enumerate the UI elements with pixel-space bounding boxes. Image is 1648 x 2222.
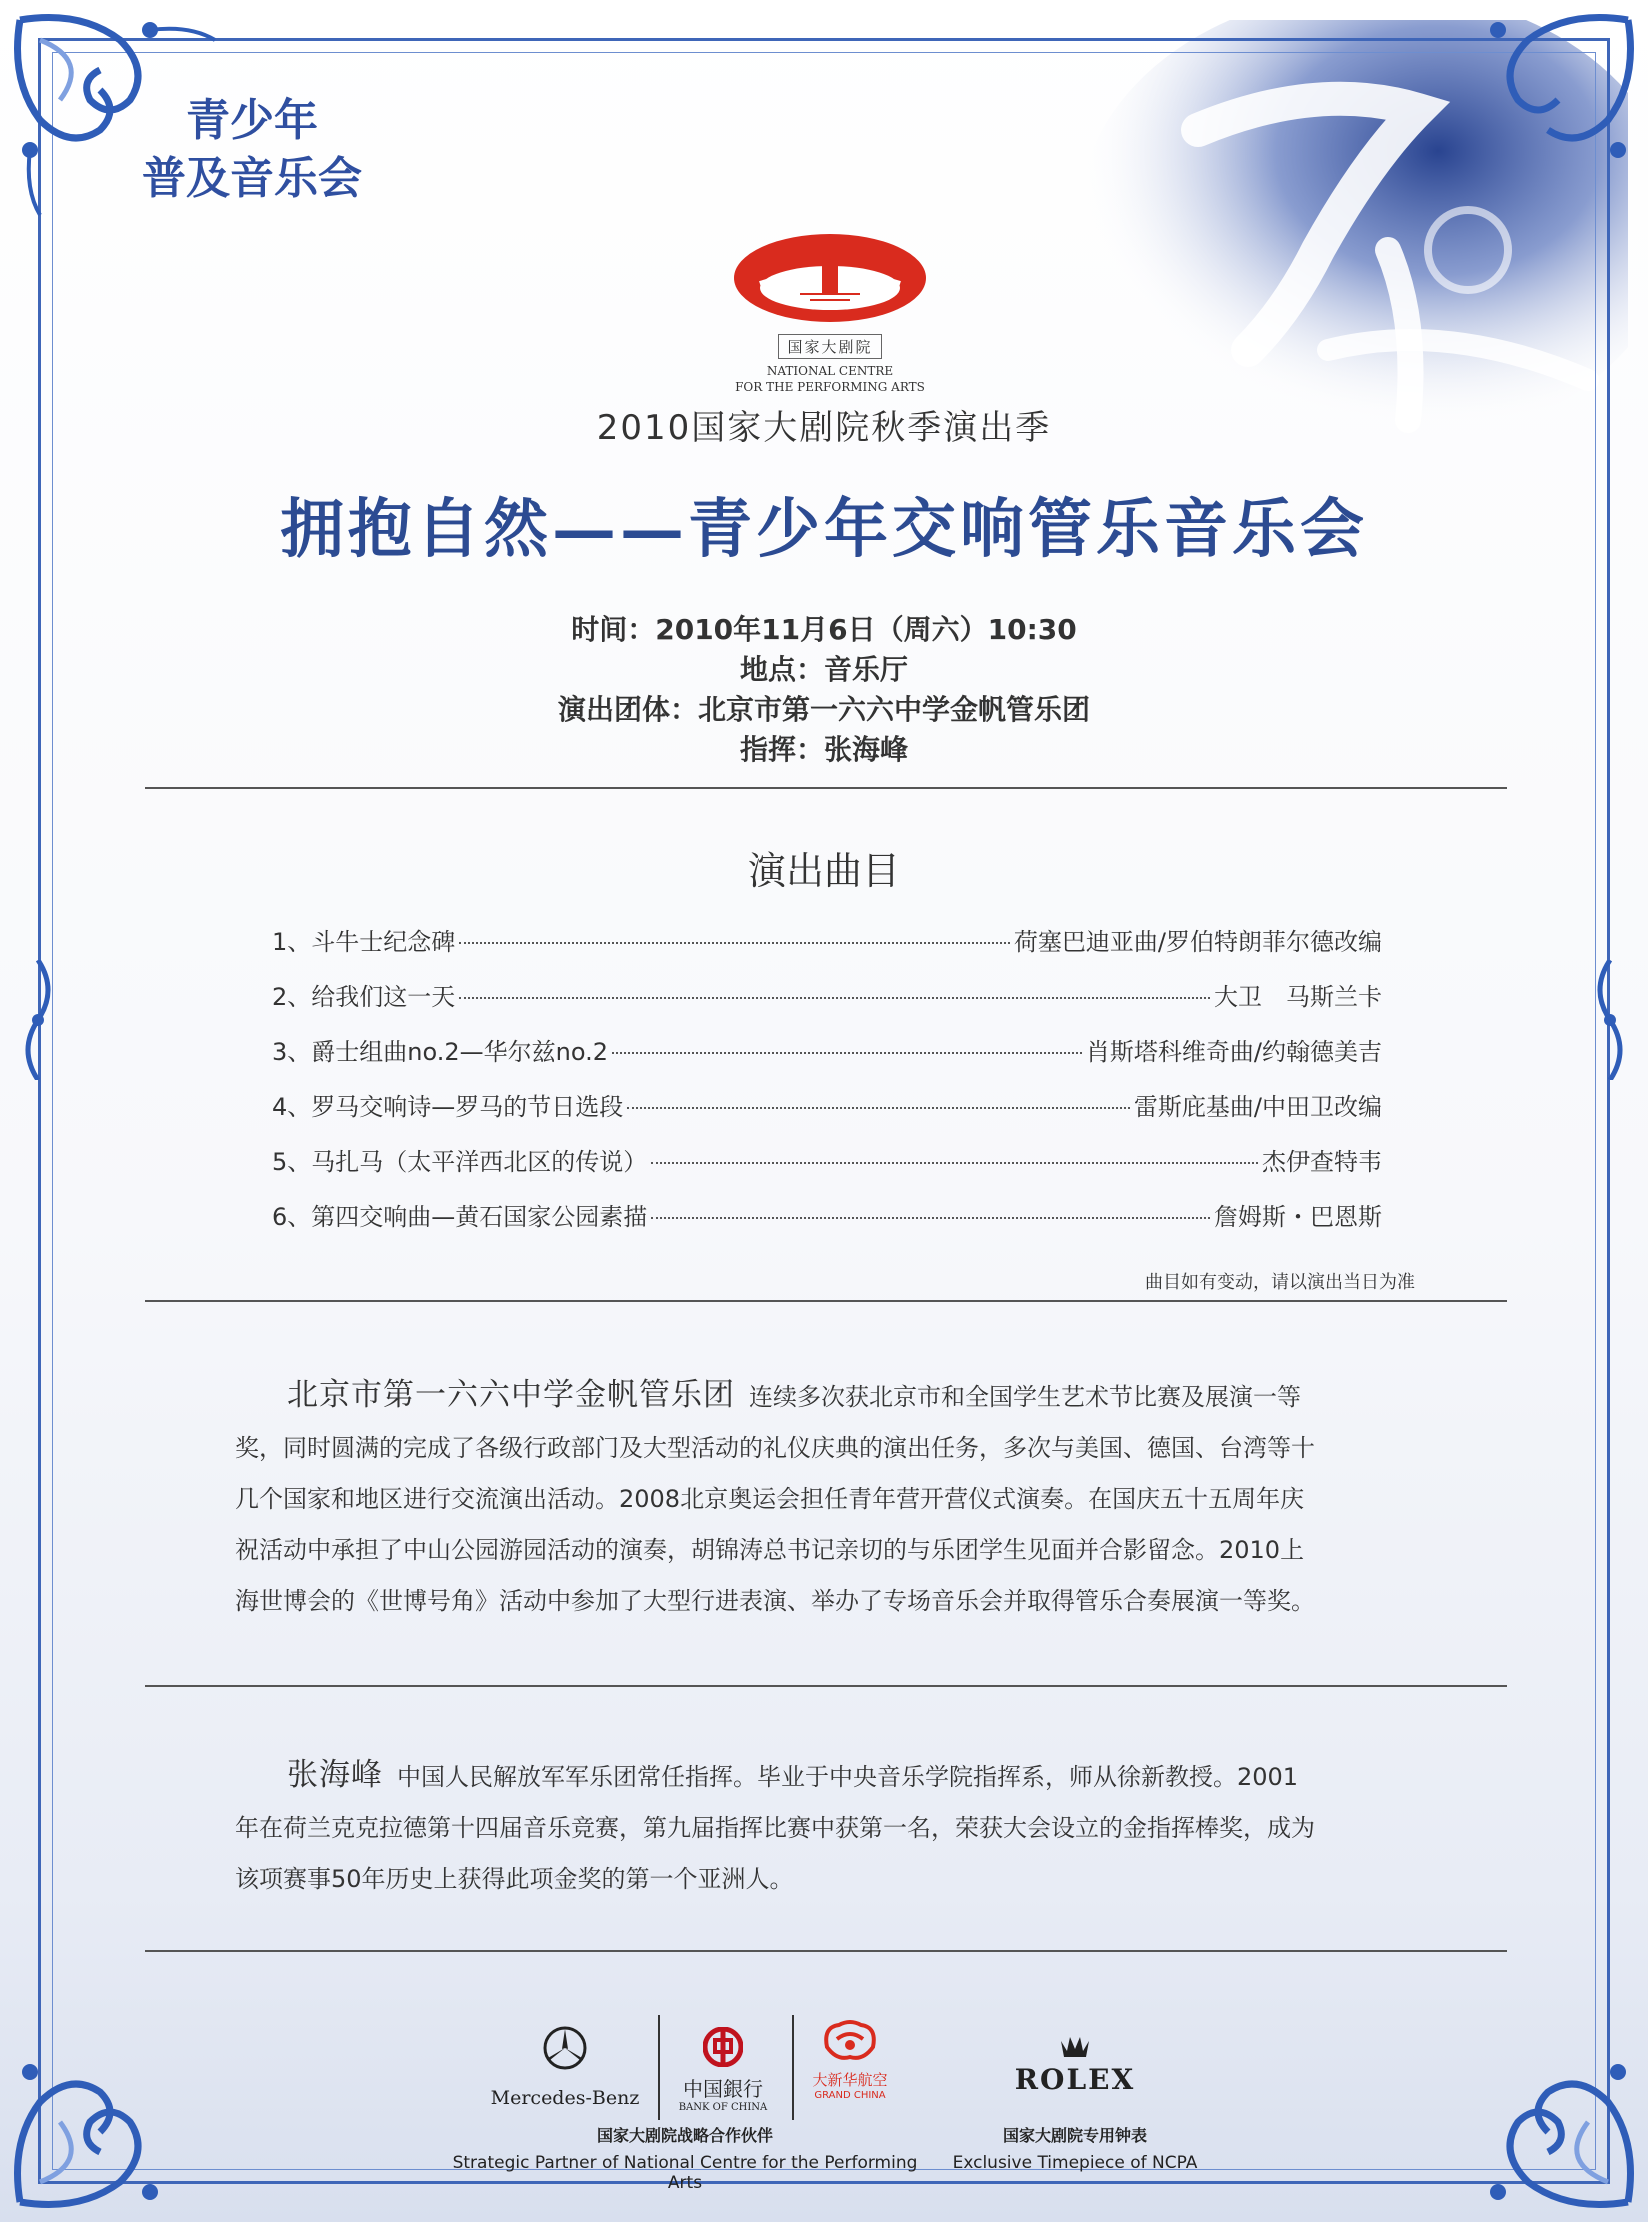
info-group: 演出团体：北京市第一六六中学金帆管乐团 (557, 693, 1090, 726)
conductor-bio-line: 年在荷兰克克拉德第十四届音乐竞赛，第九届指挥比赛中获第一名，荣获大会设立的金指挥棒奖，成为 (235, 1814, 1315, 1842)
badge-line-1: 青少年 (186, 95, 318, 146)
timepiece-caption-en: Exclusive Timepiece of NCPA (952, 2153, 1198, 2173)
mercedes-name: Mercedes-Benz (490, 2087, 640, 2109)
conductor-bio-line (235, 1750, 1415, 1803)
conductor-bio-line: 该项赛事50年历史上获得此项金奖的第一个亚洲人。 (235, 1865, 794, 1893)
grand-china-name-en: GRAND CHINA (814, 2090, 886, 2101)
program-item (272, 1087, 1382, 1127)
program-item-credit: 大卫 马斯兰卡 (1214, 983, 1382, 1011)
conductor-bio (235, 1750, 1415, 1905)
conductor-name: 张海峰 (287, 1757, 383, 1793)
rolex-sponsor (1000, 2033, 1150, 2096)
leader-dots (612, 1052, 1082, 1054)
program-heading: 演出曲目 (747, 849, 900, 893)
badge-line-2: 普及音乐会 (142, 153, 362, 204)
sponsor-separator (658, 2015, 660, 2120)
program-item-title: 6、第四交响曲—黄石国家公园素描 (272, 1203, 648, 1231)
band-bio-line: 奖，同时圆满的完成了各级行政部门及大型活动的礼仪庆典的演出任务，多次与美国、德国、台湾等十 (235, 1434, 1315, 1462)
rolex-crown-icon (1058, 2033, 1092, 2059)
program-item-credit: 肖斯塔科维奇曲/约翰德美吉 (1085, 1038, 1382, 1066)
rolex-name: ROLEX (1014, 2063, 1136, 2096)
side-ornament-icon (18, 960, 58, 1080)
grand-china-emblem-icon (819, 2017, 881, 2065)
grand-china-sponsor (800, 2017, 900, 2101)
timepiece-caption-cn: 国家大剧院专用钟表 (1002, 2126, 1147, 2145)
band-bio-line: 海世博会的《世博号角》活动中参加了大型行进表演、举办了专场音乐会并取得管乐合奏展演一等奖。 (235, 1587, 1315, 1615)
partner-caption-en: Strategic Partner of National Centre for the Performing Arts (452, 2153, 918, 2193)
boc-name-cn: 中国銀行 (683, 2077, 763, 2101)
divider (145, 1300, 1507, 1302)
leader-dots (459, 942, 1010, 944)
youth-concert-badge (112, 92, 392, 208)
sponsor-separator (792, 2015, 794, 2120)
ncpa-name-en-2: FOR THE PERFORMING ARTS (735, 380, 925, 394)
divider (145, 787, 1507, 789)
band-bio-line: 祝活动中承担了中山公园游园活动的演奏，胡锦涛总书记亲切的与乐团学生见面并合影留念。2010上 (235, 1536, 1305, 1564)
side-ornament-icon (1590, 960, 1630, 1080)
band-bio-line (235, 1370, 1415, 1423)
band-bio-text: 连续多次获北京市和全国学生艺术节比赛及展演一等 (749, 1383, 1301, 1411)
conductor-bio-text: 中国人民解放军军乐团常任指挥。毕业于中央音乐学院指挥系，师从徐新教授。2001 (397, 1763, 1299, 1791)
mercedes-sponsor (490, 2025, 640, 2109)
mercedes-star-icon (542, 2025, 588, 2071)
band-name: 北京市第一六六中学金帆管乐团 (287, 1377, 735, 1413)
corner-ornament-icon (1418, 0, 1648, 230)
concert-title: 拥抱自然——青少年交响管乐音乐会 (280, 492, 1368, 567)
program-item (272, 1197, 1382, 1237)
leader-dots (627, 1107, 1130, 1109)
program-item (272, 1142, 1382, 1182)
partner-caption-cn: 国家大剧院战略合作伙伴 (596, 2126, 773, 2145)
info-conductor: 指挥：张海峰 (739, 733, 908, 766)
leader-dots (651, 1162, 1258, 1164)
leader-dots (651, 1217, 1210, 1219)
grand-china-name-cn: 大新华航空 (812, 2071, 888, 2089)
program-change-note: 曲目如有变动，请以演出当日为准 (1145, 1272, 1415, 1293)
boc-sponsor (668, 2027, 778, 2113)
program-item-credit: 荷塞巴迪亚曲/罗伯特朗菲尔德改编 (1013, 928, 1382, 956)
program-item-title: 2、给我们这一天 (272, 983, 456, 1011)
program-item-credit: 詹姆斯・巴恩斯 (1214, 1203, 1382, 1231)
program-item (272, 977, 1382, 1017)
program-item-title: 1、斗牛士纪念碑 (272, 928, 456, 956)
ncpa-name-en-1: NATIONAL CENTRE (766, 364, 894, 378)
ncpa-logo (720, 232, 940, 395)
divider (145, 1950, 1507, 1952)
program-item-title: 4、罗马交响诗—罗马的节日选段 (272, 1093, 624, 1121)
program-item-credit: 杰伊查特韦 (1262, 1148, 1382, 1176)
boc-name-en: BANK OF CHINA (678, 2102, 768, 2113)
sponsors-area (0, 2005, 1648, 2193)
bank-of-china-icon (703, 2027, 743, 2067)
program-item-title: 5、马扎马（太平洋西北区的传说） (272, 1148, 648, 1176)
program-item (272, 922, 1382, 962)
program-item-credit: 雷斯庇基曲/中田卫改编 (1133, 1093, 1382, 1121)
ncpa-emblem-icon (730, 232, 930, 324)
program-item (272, 1032, 1382, 1072)
program-item-title: 3、爵士组曲no.2—华尔兹no.2 (272, 1038, 609, 1066)
leader-dots (459, 997, 1210, 999)
season-heading: 2010国家大剧院秋季演出季 (596, 408, 1052, 448)
band-bio (235, 1370, 1415, 1627)
divider (145, 1685, 1507, 1687)
info-venue: 地点：音乐厅 (739, 653, 908, 686)
band-bio-line: 几个国家和地区进行交流演出活动。2008北京奥运会担任青年营开营仪式演奏。在国庆五十五周年庆 (235, 1485, 1305, 1513)
info-time: 时间：2010年11月6日（周六）10:30 (571, 613, 1077, 646)
ncpa-name-cn: 国家大剧院 (778, 334, 881, 359)
